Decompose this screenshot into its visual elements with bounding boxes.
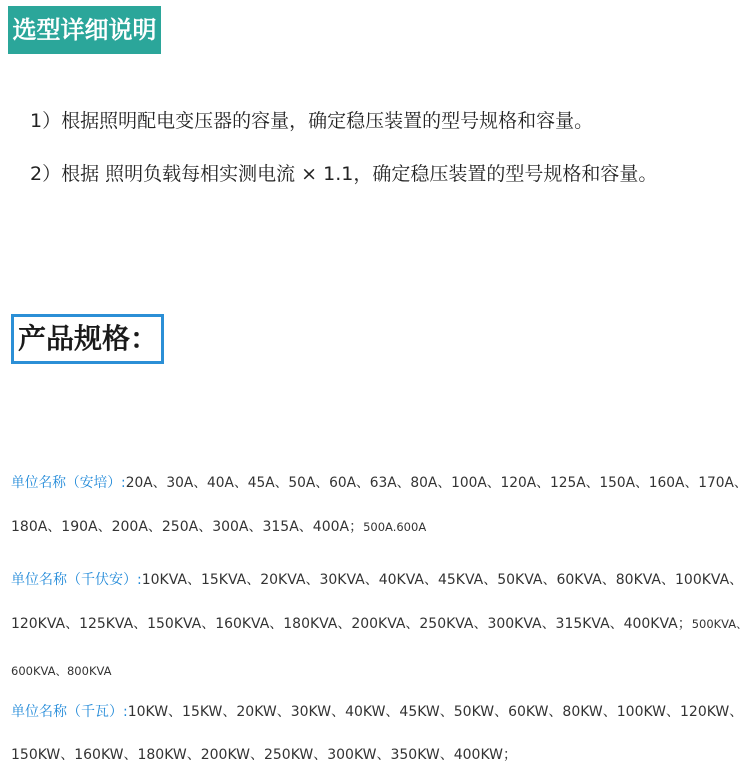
kw-values-1: 10KW、15KW、20KW、30KW、40KW、45KW、50KW、60KW、80KW、100KW、120KW、 (127, 704, 744, 720)
rule-line-2: 2）根据 照明负载每相实测电流 × 1.1，确定稳压装置的型号规格和容量。 (30, 163, 658, 185)
kw-row-2 (11, 744, 517, 764)
section-title: 选型详细说明 (8, 6, 161, 54)
kva-values-3-small: 600KVA、800KVA (11, 664, 112, 678)
rule-line-1: 1）根据照明配电变压器的容量，确定稳压装置的型号规格和容量。 (30, 110, 594, 132)
kva-row-3 (11, 660, 111, 679)
amp-values-2-small: 500A.600A (363, 520, 427, 534)
kva-label: 单位名称（千伏安）: (11, 572, 142, 588)
kw-row-1 (11, 701, 743, 721)
kva-values-1: 10KVA、15KVA、20KVA、30KVA、40KVA、45KVA、50KVA、60KVA、80KVA、100KVA、 (141, 572, 744, 588)
amp-label: 单位名称（安培）: (11, 475, 126, 491)
amp-values-2: 180A、190A、200A、250A、300A、315A、400A； (11, 519, 364, 535)
amp-row-2 (11, 516, 426, 536)
kva-values-2: 120KVA、125KVA、150KVA、160KVA、180KVA、200KVA、250KVA、300KVA、315KVA、400KVA； (11, 616, 692, 632)
kva-values-2-small: 500KVA、 (691, 617, 748, 631)
kw-values-2: 150KW、160KW、180KW、200KW、250KW、300KW、350KW、400KW； (11, 747, 517, 763)
kva-row-1 (11, 569, 743, 589)
spec-title: 产品规格： (11, 314, 164, 364)
amp-row-1 (11, 472, 748, 492)
amp-values-1: 20A、30A、40A、45A、50A、60A、63A、80A、100A、120A、125A、150A、160A、170A、 (125, 475, 748, 491)
kw-label: 单位名称（千瓦）: (11, 704, 128, 720)
kva-row-2 (11, 613, 748, 633)
